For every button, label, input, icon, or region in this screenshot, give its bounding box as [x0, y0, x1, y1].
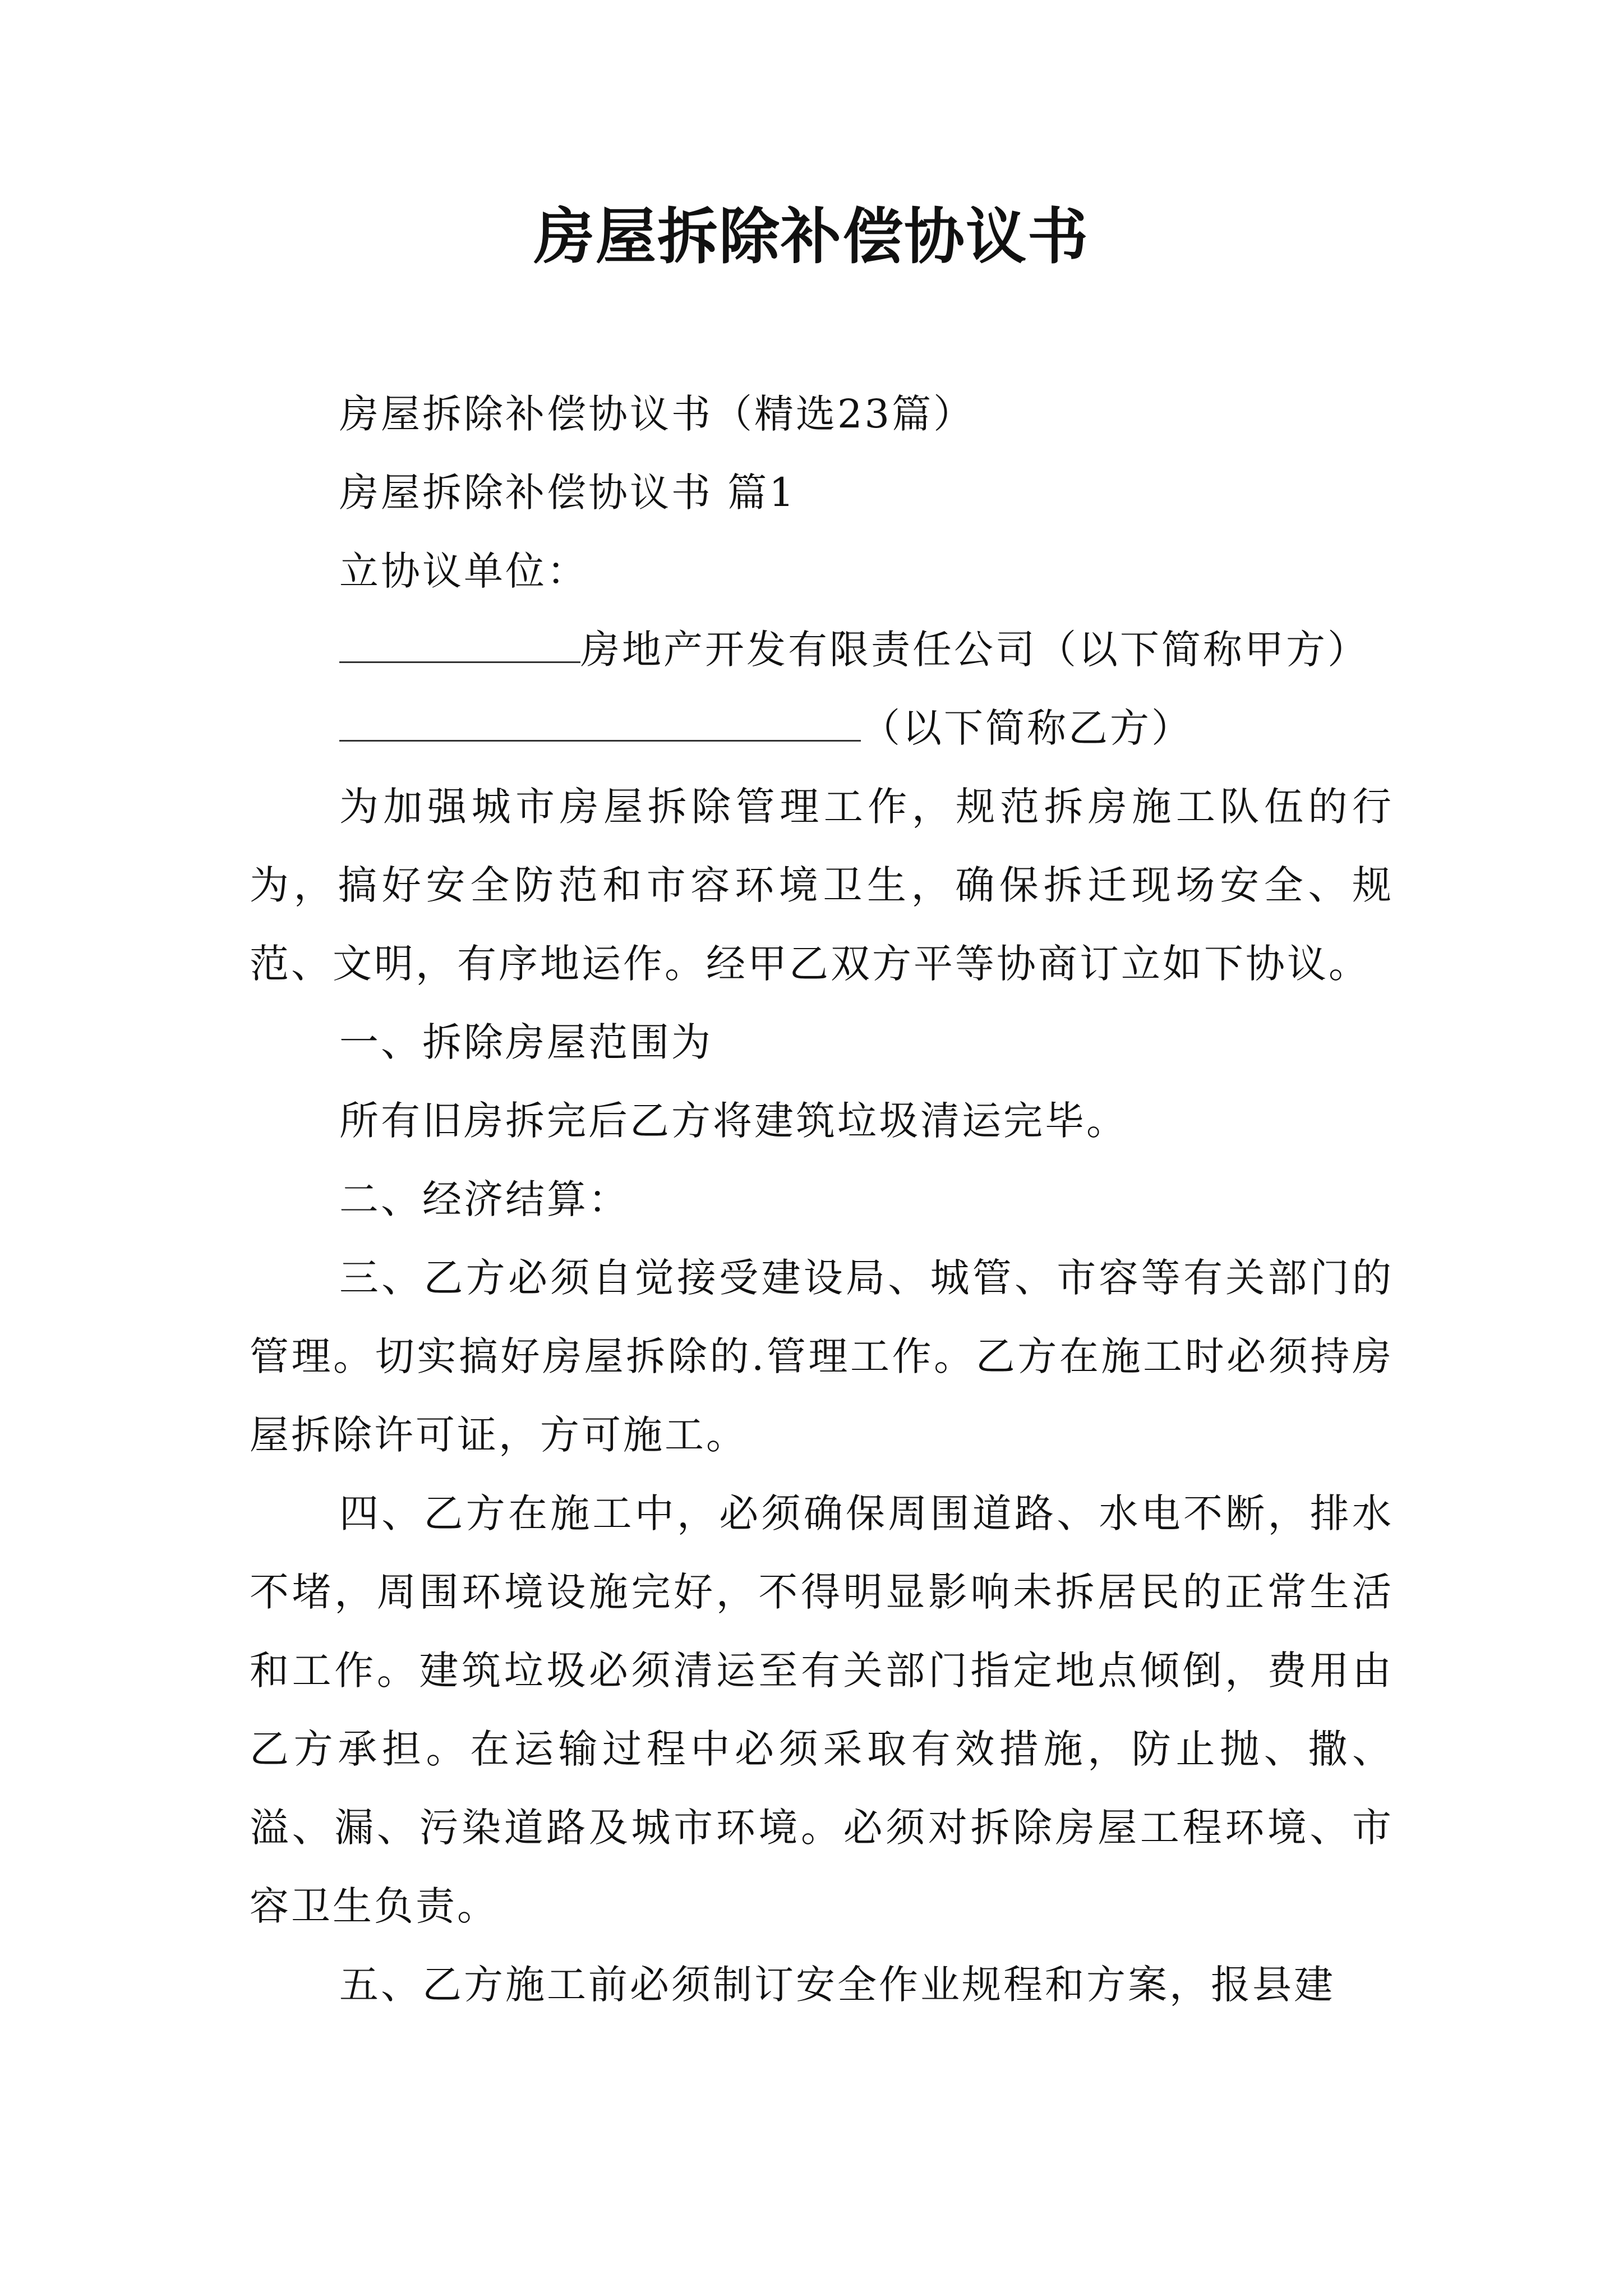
party-a-text: 房地产开发有限责任公司（以下简称甲方）: [580, 627, 1369, 673]
party-a-blank: [339, 627, 580, 663]
party-a-line: [250, 610, 1394, 689]
intro-paragraph: 为加强城市房屋拆除管理工作，规范拆房施工队伍的行为，搞好安全防范和市容环境卫生，确保拆迁现场安全、规范、文明，有序地运作。经甲乙双方平等协商订立如下协议。: [250, 784, 1394, 987]
party-b-text: （以下简称乙方）: [861, 705, 1193, 751]
parties-label: 立协议单位：: [339, 548, 588, 594]
document-title: 房屋拆除补偿协议书: [533, 201, 1089, 272]
clause-4: 四、乙方在施工中，必须确保周围道路、水电不断，排水不堵，周围环境设施完好，不得明显影响未拆居民的正常生活和工作。建筑垃圾必须清运至有关部门指定地点倾倒，费用由乙方承担。在运输过程中必须采取有效措施，防止抛、撒、溢、漏、污染道路及城市环境。必须对拆除房屋工程环境、市容卫生负责。: [250, 1490, 1394, 1929]
clause-5: 五、乙方施工前必须制订安全作业规程和方案，报县建: [339, 1962, 1335, 2008]
subtitle-line: 房屋拆除补偿协议书（精选23篇）: [339, 391, 975, 437]
party-b-blank: [339, 705, 861, 742]
clause-2-heading: 二、经济结算：: [339, 1176, 630, 1222]
document-body: [250, 375, 1394, 2024]
clause-3: 三、乙方必须自觉接受建设局、城管、市容等有关部门的管理。切实搞好房屋拆除的.管理工作。乙方在施工时必须持房屋拆除许可证，方可施工。: [250, 1255, 1394, 1458]
clause-1-text: 所有旧房拆完后乙方将建筑垃圾清运完毕。: [339, 1098, 1128, 1144]
clause-1-heading: 一、拆除房屋范围为: [339, 1019, 713, 1065]
chapter-heading: 房屋拆除补偿协议书 篇1: [339, 470, 796, 516]
party-b-line: [250, 689, 1394, 767]
